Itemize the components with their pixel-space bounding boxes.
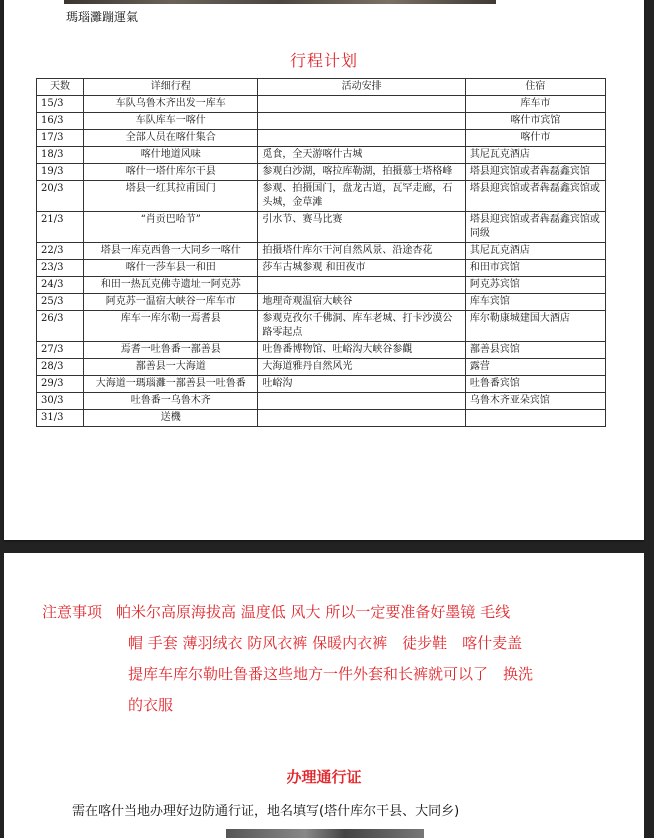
cell-stay: 露营 [465, 359, 605, 376]
cell-route: “肖贡巴哈节” [84, 212, 258, 243]
cell-activity: 觅食，全天游喀什古城 [258, 147, 465, 164]
itinerary-table [36, 78, 606, 427]
notes-line: 的衣服 [128, 696, 174, 714]
cell-activity [258, 410, 465, 427]
cell-activity [258, 277, 465, 294]
cell-stay: 塔县迎宾馆或者犇磊鑫宾馆或 [465, 181, 605, 212]
permit-title: 办理通行证 [286, 768, 362, 786]
cell-stay: 吐鲁番宾馆 [465, 376, 605, 393]
cell-day: 31/3 [37, 410, 84, 427]
cell-day: 27/3 [37, 342, 84, 359]
cell-stay: 库车宾馆 [465, 294, 605, 311]
notes-label: 注意事项 [42, 603, 103, 621]
cell-stay: 其尼瓦克酒店 [465, 147, 605, 164]
cell-day: 16/3 [37, 113, 84, 130]
photo-caption: 瑪瑙灘蹦運氣 [66, 10, 139, 24]
cell-day: 21/3 [37, 212, 84, 243]
cell-route: 全部人员在喀什集合 [84, 130, 258, 147]
notes-line: 帽 手套 薄羽绒衣 防风衣裤 保暖内衣裤 徒步鞋 喀什麦盖 [128, 634, 523, 652]
cell-route: 库车一库尔勒一焉耆县 [84, 311, 258, 342]
cell-activity: 吐鲁番博物馆、吐峪沟大峡谷参觀 [258, 342, 465, 359]
header-route: 详细行程 [84, 79, 258, 96]
cell-stay: 乌鲁木齐亚朵宾馆 [465, 393, 605, 410]
cell-day: 22/3 [37, 243, 84, 260]
cell-activity: 地理奇观温宿大峡谷 [258, 294, 465, 311]
cell-route: 和田一热瓦克佛寺遗址一阿克苏 [84, 277, 258, 294]
table-row [37, 359, 606, 376]
cell-stay: 塔县迎宾馆或者犇磊鑫宾馆或同级 [465, 212, 605, 243]
cell-day: 20/3 [37, 181, 84, 212]
cell-stay: 塔县迎宾馆或者犇磊鑫宾馆 [465, 164, 605, 181]
table-row [37, 212, 606, 243]
cell-activity: 拍摄塔什库尔干河自然风景、沿途杏花 [258, 243, 465, 260]
table-row [37, 96, 606, 113]
photo-top-edge [226, 829, 424, 838]
notes-page [4, 553, 644, 838]
table-row [37, 294, 606, 311]
cell-route: 喀什地道风味 [84, 147, 258, 164]
permit-text: 需在喀什当地办理好边防通行证，地名填写(塔什库尔干县、大同乡) [72, 804, 460, 819]
itinerary-title: 行程计划 [289, 51, 358, 70]
cell-day: 28/3 [37, 359, 84, 376]
cell-route: 车队库车一喀什 [84, 113, 258, 130]
cell-route: 喀什一塔什库尔干县 [84, 164, 258, 181]
cell-stay: 其尼瓦克酒店 [465, 243, 605, 260]
cell-activity: 莎车古城参观 和田夜市 [258, 260, 465, 277]
cell-route: 吐鲁番一乌鲁木齐 [84, 393, 258, 410]
cell-day: 18/3 [37, 147, 84, 164]
cell-day: 25/3 [37, 294, 84, 311]
table-row [37, 243, 606, 260]
cell-day: 30/3 [37, 393, 84, 410]
cell-route: 焉耆一吐鲁番一鄯善县 [84, 342, 258, 359]
table-row [37, 277, 606, 294]
table-row [37, 393, 606, 410]
cell-stay: 和田市宾馆 [465, 260, 605, 277]
cell-activity [258, 113, 465, 130]
header-stay: 住宿 [465, 79, 605, 96]
cell-stay: 库车市 [465, 96, 605, 113]
table-row [37, 181, 606, 212]
table-row [37, 342, 606, 359]
cell-route: 塔县一红其拉甫国门 [84, 181, 258, 212]
cell-activity [258, 96, 465, 113]
table-row [37, 113, 606, 130]
cell-activity: 大海道雅丹自然风光 [258, 359, 465, 376]
cell-activity [258, 130, 465, 147]
cell-route: 车队乌鲁木齐出发一库车 [84, 96, 258, 113]
cell-route: 喀什一莎车县一和田 [84, 260, 258, 277]
notes-line: 提库车库尔勒吐鲁番这些地方一件外套和长裤就可以了 换洗 [128, 665, 534, 683]
cell-stay [465, 410, 605, 427]
header-activity: 活动安排 [258, 79, 465, 96]
cell-stay: 阿克苏宾馆 [465, 277, 605, 294]
cell-route: 大海道一瑪瑙灘一鄯善县一吐鲁番 [84, 376, 258, 393]
cell-day: 17/3 [37, 130, 84, 147]
table-row [37, 260, 606, 277]
cell-stay: 库尔勒康城建国大酒店 [465, 311, 605, 342]
table-row [37, 311, 606, 342]
cell-route: 鄯善县一大海道 [84, 359, 258, 376]
cell-day: 23/3 [37, 260, 84, 277]
table-row [37, 410, 606, 427]
cell-route: 送機 [84, 410, 258, 427]
cell-activity: 参观、拍摄国门，盘龙古道，瓦罕走廊，石头城，金草滩 [258, 181, 465, 212]
cell-day: 29/3 [37, 376, 84, 393]
cell-activity: 参观白沙湖，喀拉库勒湖，拍摄慕士塔格峰 [258, 164, 465, 181]
table-row [37, 164, 606, 181]
cell-day: 15/3 [37, 96, 84, 113]
cell-stay: 鄯善县宾馆 [465, 342, 605, 359]
cell-route: 塔县一库克西鲁一大同乡一喀什 [84, 243, 258, 260]
table-row [37, 376, 606, 393]
cell-day: 19/3 [37, 164, 84, 181]
cell-stay: 喀什市 [465, 130, 605, 147]
notes-block [42, 597, 612, 721]
notes-line: 帕米尔高原海拔高 温度低 风大 所以一定要准备好墨镜 毛线 [116, 603, 511, 621]
header-day: 天数 [37, 79, 84, 96]
cell-stay: 喀什市宾馆 [465, 113, 605, 130]
cell-activity: 参观克孜尔千佛洞、库车老城、打卡沙漠公路零起点 [258, 311, 465, 342]
cell-activity: 引水节、赛马比赛 [258, 212, 465, 243]
table-row [37, 130, 606, 147]
table-header-row [37, 79, 606, 96]
itinerary-page [4, 0, 644, 540]
table-row [37, 147, 606, 164]
cell-route: 阿克苏一温宿大峡谷一库车市 [84, 294, 258, 311]
cell-day: 26/3 [37, 311, 84, 342]
cell-day: 24/3 [37, 277, 84, 294]
cell-activity: 吐峪沟 [258, 376, 465, 393]
photo-bottom-edge [64, 0, 496, 4]
cell-activity [258, 393, 465, 410]
